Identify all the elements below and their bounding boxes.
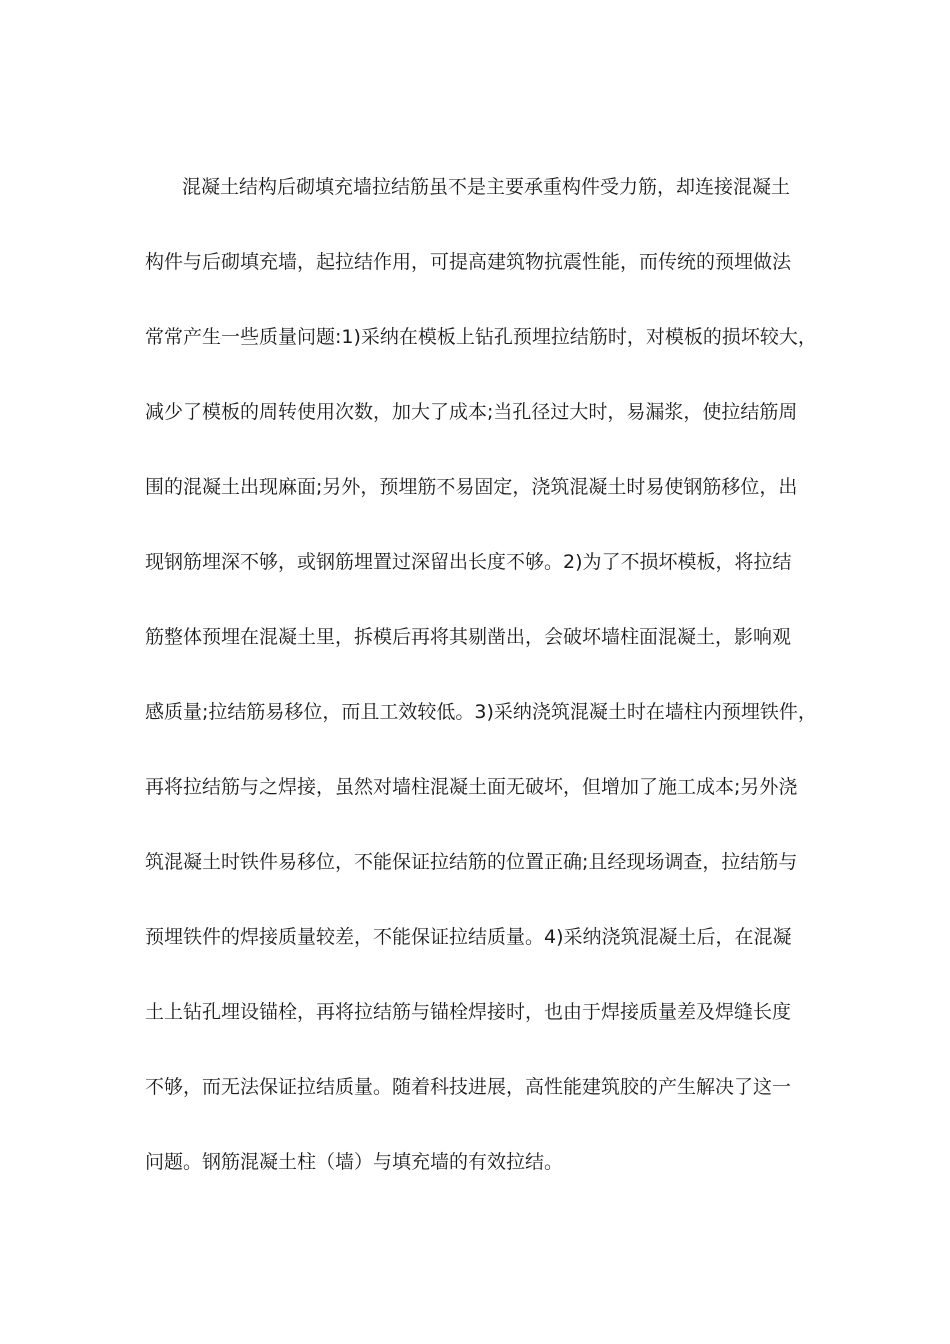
paragraph-line: 筑混凝土时铁件易移位，不能保证拉结筋的位置正确;且经现场调查，拉结筋与	[145, 851, 798, 873]
paragraph-line: 现钢筋埋深不够，或钢筋埋置过深留出长度不够。2)为了不损坏模板，将拉结	[145, 551, 792, 573]
paragraph-line: 减少了模板的周转使用次数，加大了成本;当孔径过大时，易漏浆，使拉结筋周	[145, 401, 798, 423]
paragraph-line: 感质量;拉结筋易移位，而且工效较低。3)采纳浇筑混凝土时在墙柱内预埋铁件，	[145, 701, 817, 723]
paragraph-line: 再将拉结筋与之焊接，虽然对墙柱混凝土面无破坏，但增加了施工成本;另外浇	[145, 776, 798, 798]
paragraph-line: 常常产生一些质量问题:1)采纳在模板上钻孔预埋拉结筋时，对模板的损坏较大，	[145, 326, 817, 348]
body-paragraph	[145, 172, 815, 1222]
paragraph-line: 混凝土结构后砌填充墙拉结筋虽不是主要承重构件受力筋，却连接混凝土	[182, 176, 791, 198]
paragraph-line: 预埋铁件的焊接质量较差，不能保证拉结质量。4)采纳浇筑混凝土后，在混凝	[145, 926, 792, 948]
paragraph-line: 围的混凝土出现麻面;另外，预埋筋不易固定，浇筑混凝土时易使钢筋移位，出	[145, 476, 798, 498]
paragraph-line: 问题。钢筋混凝土柱（墙）与填充墙的有效拉结。	[145, 1151, 564, 1173]
paragraph-line: 筋整体预埋在混凝土里，拆模后再将其剔凿出，会破坏墙柱面混凝土，影响观	[145, 626, 792, 648]
paragraph-line: 构件与后砌填充墙，起拉结作用，可提高建筑物抗震性能，而传统的预埋做法	[145, 251, 792, 273]
paragraph-line: 不够，而无法保证拉结质量。随着科技进展，高性能建筑胶的产生解决了这一	[145, 1076, 792, 1098]
paragraph-line: 土上钻孔埋设锚栓，再将拉结筋与锚栓焊接时，也由于焊接质量差及焊缝长度	[145, 1001, 792, 1023]
